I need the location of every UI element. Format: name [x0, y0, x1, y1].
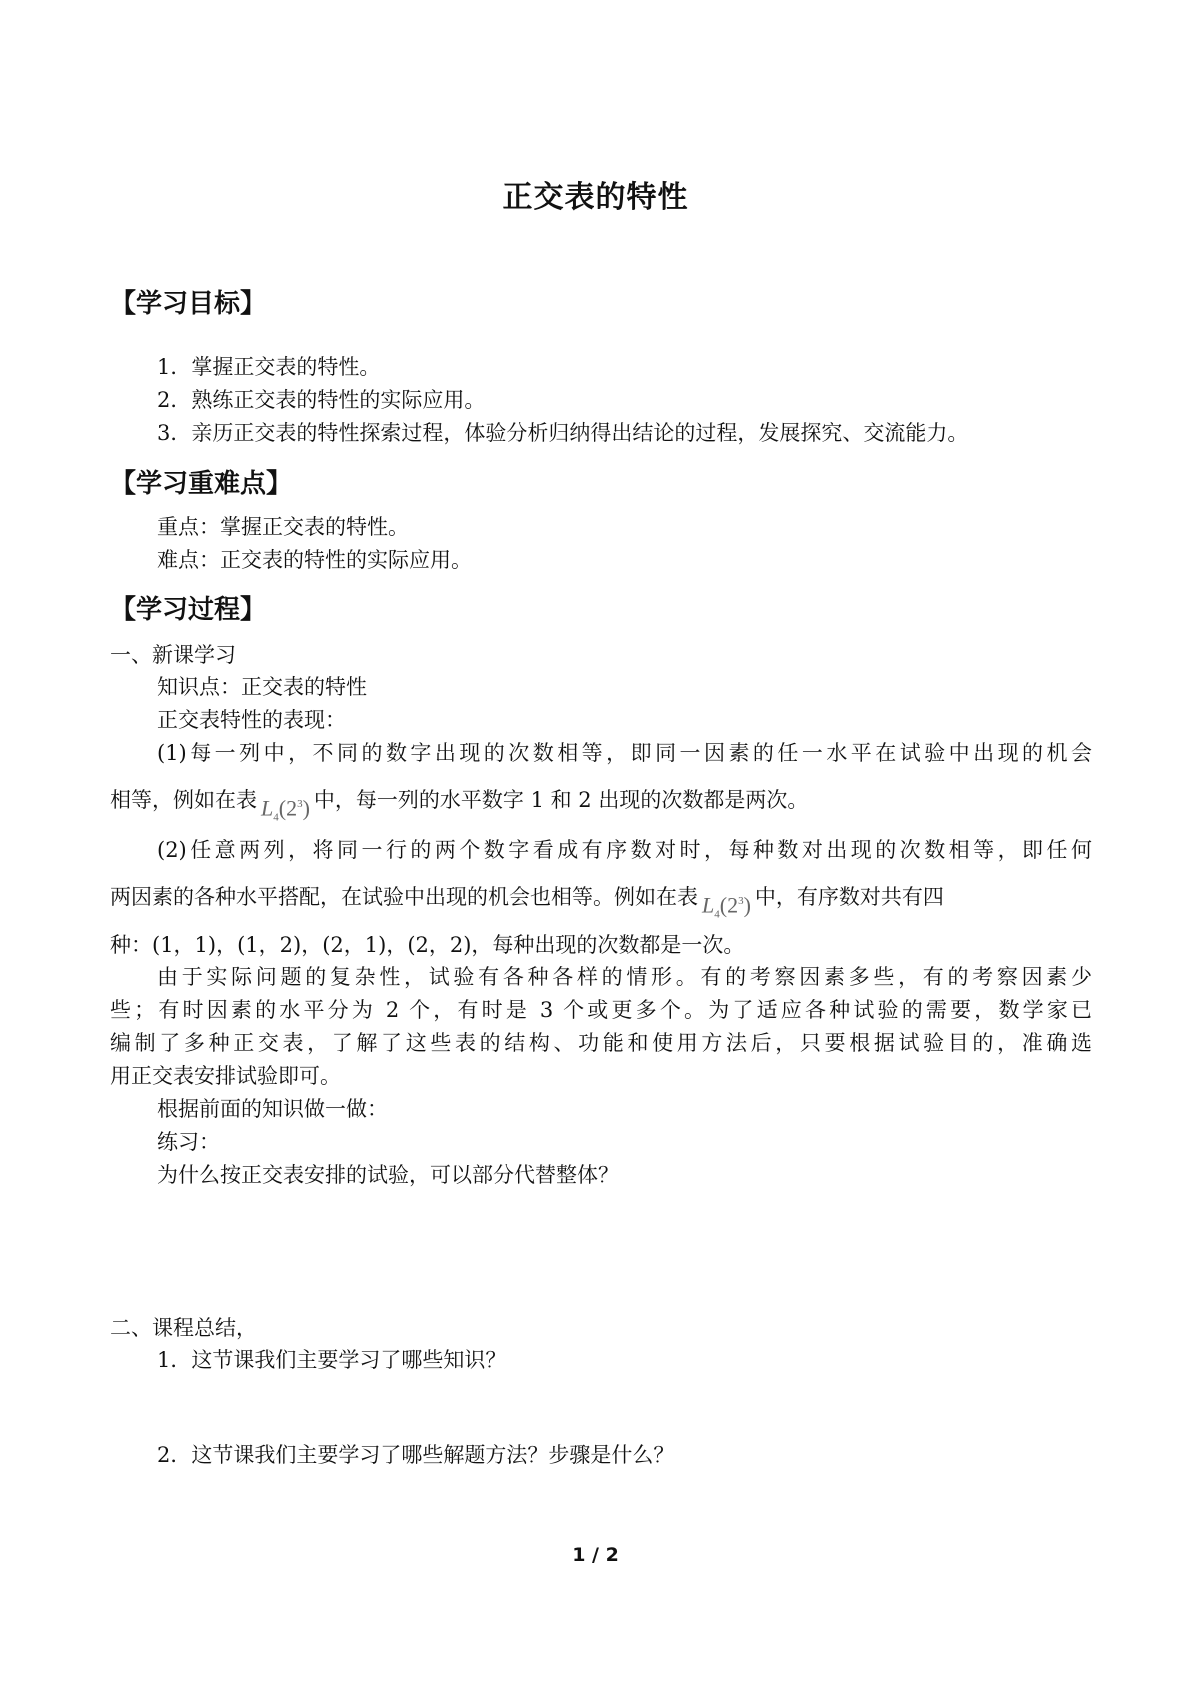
feature1-line2-start: 相等，例如在表: [110, 788, 257, 812]
objectives-heading: 【学习目标】: [110, 289, 267, 319]
key-point: 重点：掌握正交表的特性。: [157, 515, 409, 539]
orthogonal-table-formula: $L_4(2^3)$: [702, 892, 751, 921]
objective-item-2: 2．熟练正交表的特性的实际应用。: [157, 388, 486, 412]
paragraph-line-4: 用正交表安排试验即可。: [110, 1064, 341, 1088]
key-points-heading: 【学习重难点】: [110, 469, 293, 499]
summary-question-1: 1．这节课我们主要学习了哪些知识？: [157, 1348, 507, 1372]
paragraph-line-2: 些；有时因素的水平分为 2 个，有时是 3 个或更多个。为了适应各种试验的需要，数学家已: [110, 998, 1092, 1022]
paragraph-line-1: 由于实际问题的复杂性，试验有各种各样的情形。有的考察因素多些，有的考察因素少: [157, 965, 1092, 989]
exercise-question: 为什么按正交表安排的试验，可以部分代替整体？: [157, 1163, 619, 1187]
difficult-point: 难点：正交表的特性的实际应用。: [157, 548, 472, 572]
features-intro: 正交表特性的表现：: [157, 708, 346, 732]
objective-item-3: 3．亲历正交表的特性探索过程，体验分析归纳得出结论的过程，发展探究、交流能力。: [157, 421, 969, 445]
feature1-line2: [110, 785, 808, 832]
try-intro: 根据前面的知识做一做：: [157, 1097, 388, 1121]
paragraph-line-3: 编制了多种正交表，了解了这些表的结构、功能和使用方法后，只要根据试验目的，准确选: [110, 1031, 1092, 1055]
exercise-label: 练习：: [157, 1130, 220, 1154]
feature2-line2-end: 中，有序数对共有四: [754, 885, 944, 909]
process-heading: 【学习过程】: [110, 595, 267, 625]
orthogonal-table-formula: $L_4(2^3)$: [261, 795, 310, 824]
part1-title: 一、新课学习: [110, 643, 236, 667]
feature2-line2-start: 两因素的各种水平搭配，在试验中出现的机会也相等。例如在表: [110, 885, 698, 909]
feature2-line1: (2)任意两列，将同一行的两个数字看成有序数对时，每种数对出现的次数相等，即任何: [157, 838, 1092, 862]
summary-question-2: 2．这节课我们主要学习了哪些解题方法？步骤是什么？: [157, 1443, 675, 1467]
objective-item-1: 1．掌握正交表的特性。: [157, 355, 381, 379]
feature1-line1: (1)每一列中，不同的数字出现的次数相等，即同一因素的任一水平在试验中出现的机会: [157, 741, 1092, 765]
part2-title: 二、课程总结，: [110, 1316, 257, 1340]
page-number: 1 / 2: [572, 1544, 619, 1566]
feature1-line2-end: 中，每一列的水平数字 1 和 2 出现的次数都是两次。: [313, 788, 809, 812]
feature2-line3: 种：(1，1)，(1，2)，(2，1)，(2，2)，每种出现的次数都是一次。: [110, 933, 745, 957]
knowledge-point: 知识点：正交表的特性: [157, 675, 367, 699]
feature2-line2: [110, 882, 944, 929]
page-title: 正交表的特性: [502, 180, 689, 215]
